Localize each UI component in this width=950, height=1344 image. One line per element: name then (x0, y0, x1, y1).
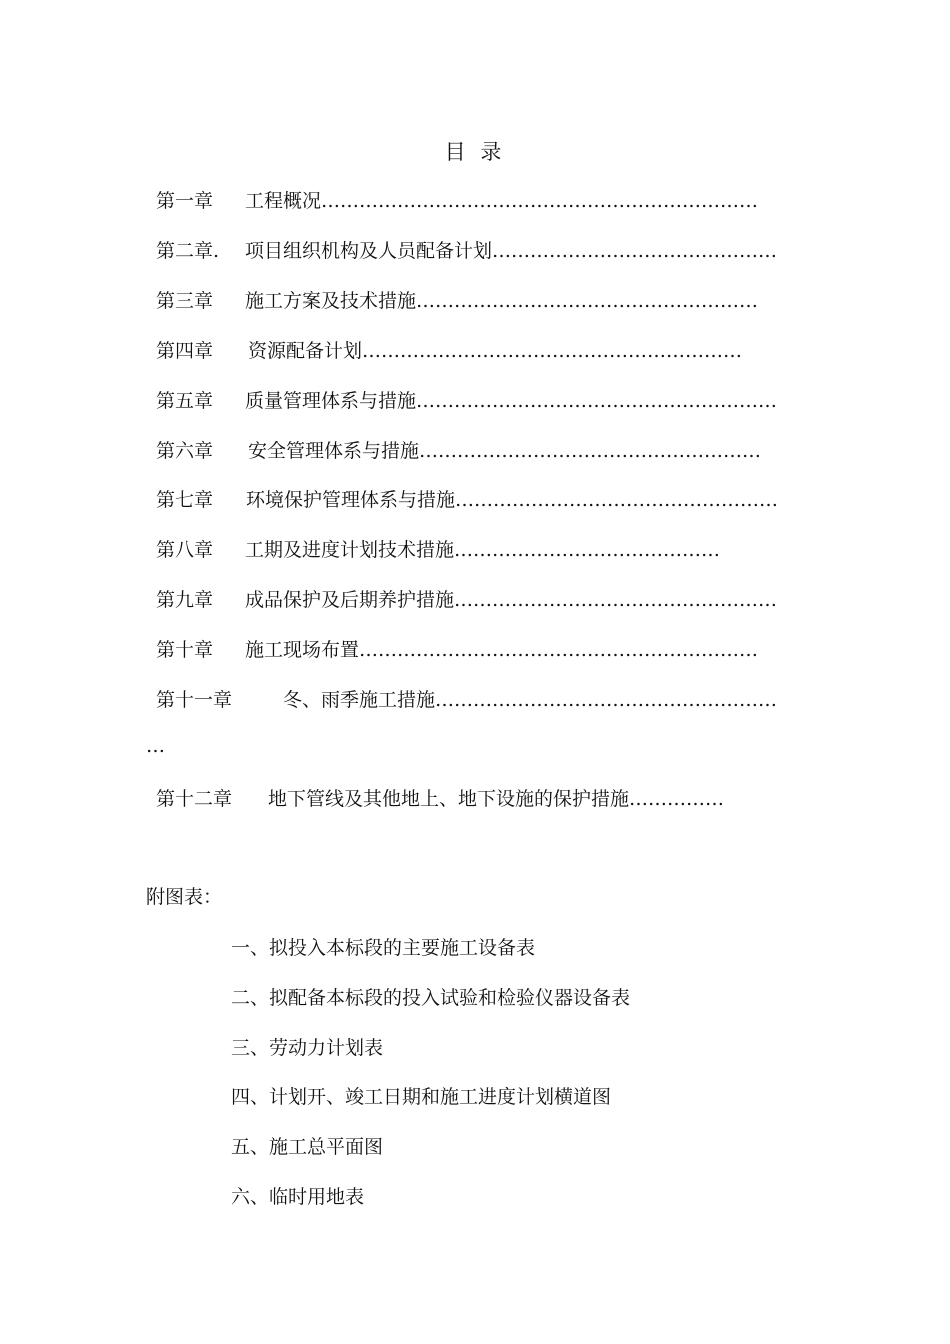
toc-chapter-number: 第二章. (156, 240, 220, 262)
toc-chapter-title: 质量管理体系与措施 (245, 390, 417, 412)
toc-chapter-title: 施工方案及技术措施 (245, 290, 417, 312)
toc-leader-dots: …………… (629, 788, 725, 810)
appendix-item: 五、施工总平面图 (231, 1136, 384, 1158)
toc-chapter-title: 施工现场布置 (245, 639, 360, 661)
toc-chapter-number: 第九章 (156, 589, 214, 611)
toc-entry (156, 786, 724, 812)
toc-leader-dots: …………………………………… (454, 539, 721, 561)
toc-leader-dots: … (146, 735, 165, 757)
toc-leader-dots: …………………………………………………………… (321, 190, 759, 212)
toc-chapter-title: 环境保护管理体系与措施 (246, 489, 456, 511)
toc-chapter-title: 资源配备计划 (248, 340, 363, 362)
toc-leader-dots: ……………………………………………… (416, 290, 759, 312)
toc-entry (156, 188, 758, 214)
toc-leader-dots: ……………………………………… (492, 240, 778, 262)
toc-entry (156, 637, 758, 663)
toc-chapter-number: 第十二章 (156, 788, 233, 810)
toc-entry (156, 587, 777, 613)
toc-chapter-number: 第十章 (156, 639, 214, 661)
toc-chapter-number: 第一章 (156, 190, 214, 212)
appendix-item: 二、拟配备本标段的投入试验和检验仪器设备表 (231, 987, 631, 1009)
toc-entry (156, 388, 777, 414)
toc-chapter-number: 第六章 (156, 440, 214, 462)
toc-chapter-title: 成品保护及后期养护措施 (245, 589, 455, 611)
toc-leader-dots: ……………………………………………………… (359, 639, 759, 661)
toc-leader-dots: …………………………………………… (455, 489, 779, 511)
toc-chapter-title: 地下管线及其他地上、地下设施的保护措施 (268, 788, 630, 810)
appendix-item: 六、临时用地表 (231, 1186, 365, 1208)
toc-chapter-title: 安全管理体系与措施 (248, 440, 420, 462)
toc-chapter-number: 第三章 (156, 290, 214, 312)
appendix-item: 四、计划开、竣工日期和施工进度计划横道图 (231, 1086, 612, 1108)
toc-chapter-number: 第四章 (156, 340, 214, 362)
appendix-item: 一、拟投入本标段的主要施工设备表 (231, 937, 536, 959)
toc-entry (156, 338, 742, 364)
toc-leader-dots: ……………………………………………… (419, 440, 762, 462)
toc-entry (156, 537, 720, 563)
toc-chapter-number: 第十一章 (156, 689, 233, 711)
toc-leader-dots: ……………………………………………… (435, 689, 778, 711)
toc-chapter-title: 冬、雨季施工措施 (283, 689, 436, 711)
toc-chapter-number: 第八章 (156, 539, 214, 561)
toc-leader-dots: …………………………………………………… (362, 340, 743, 362)
toc-entry (156, 687, 777, 713)
toc-chapter-number: 第七章 (156, 489, 214, 511)
toc-entry-continuation (146, 733, 165, 759)
toc-leader-dots: …………………………………………… (454, 589, 778, 611)
toc-entry (156, 238, 777, 264)
toc-entry (156, 487, 778, 513)
toc-leader-dots: ………………………………………………… (416, 390, 778, 412)
page-title: 目 录 (444, 140, 506, 164)
toc-entry (156, 438, 761, 464)
toc-chapter-title: 工期及进度计划技术措施 (245, 539, 455, 561)
appendix-item: 三、劳动力计划表 (231, 1037, 384, 1059)
toc-entry (156, 288, 758, 314)
toc-chapter-number: 第五章 (156, 390, 214, 412)
toc-chapter-title: 工程概况 (245, 190, 322, 212)
toc-chapter-title: 项目组织机构及人员配备计划 (245, 240, 493, 262)
appendix-heading: 附图表： (146, 886, 223, 908)
